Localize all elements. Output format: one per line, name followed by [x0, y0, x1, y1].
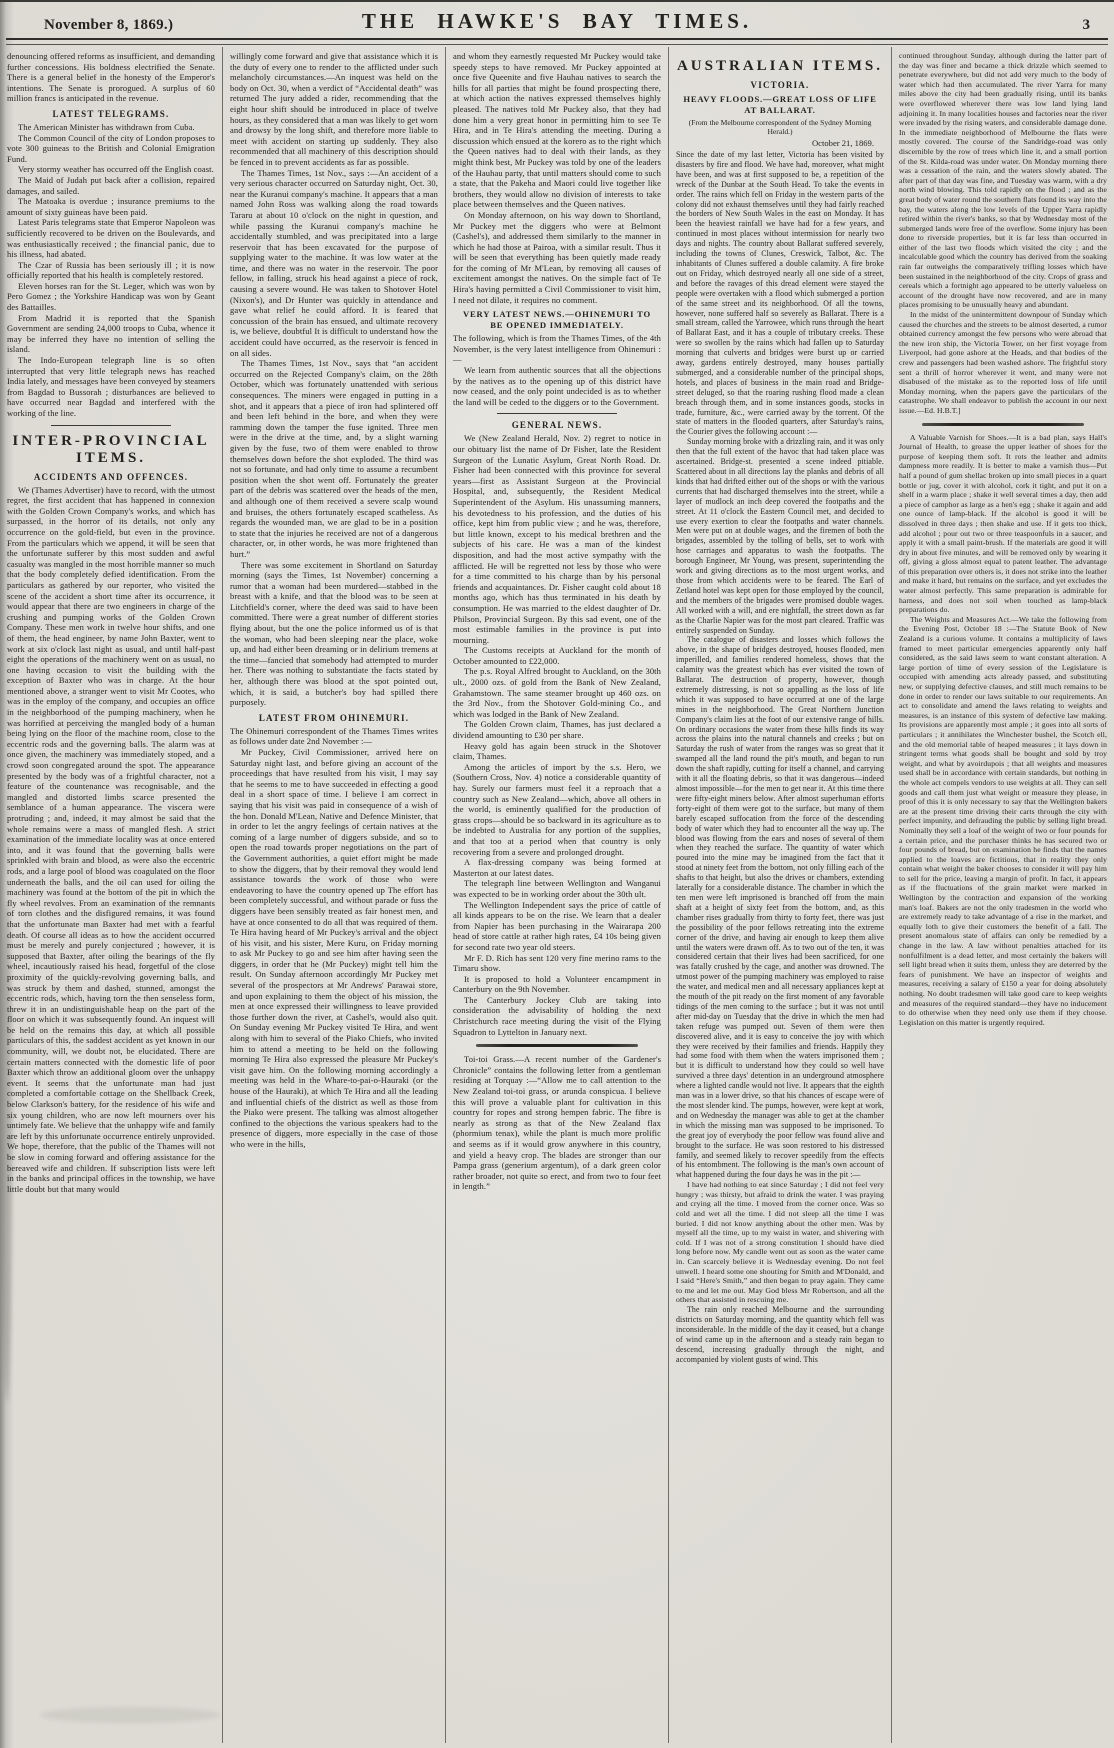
paragraph: The Common Council of the city of London proposes to vote 300 guineas to the British and Colonial Emigration Fund.	[7, 132, 215, 164]
paragraph: A flax-dressing company was being formed at Masterton at our latest dates.	[453, 857, 661, 878]
paragraph: The American Minister has withdrawn from Cuba.	[18, 121, 195, 132]
paragraph: It is proposed to hold a Volunteer encampment in Canterbury on the 9th November.	[453, 973, 661, 995]
paragraph-continued: continued throughout Sunday, although during the latter part of the day was finer and became a thick drizzle which seemed to penetrate everywhere, but did not add very much to the body of water which had then accumulated. The river Yarra for many miles above the city had been gradually rising, until its banks were overflowed wherever there was low land lying land adjoining it. In many localities houses and factories near the river were invaded by the rising waters, and considerable damage done. In the immediate neighborhood of Melbourne the flats were mostly covered. The course of the Sandridge-road was only discernible by the row of trees which line it, and a small portion of the St. Kilda-road was under water. On Monday morning there was a cessation of the rain, and the waters slowly abated. The after part of that day was fine, and Tuesday was warm, with a dry north wind blowing. This told rapidly on the flood ; and as the great body of water round the southern flats found its way into the bay, the waters along the low levels of the Upper Yarra rapidly retired within the river's banks, so that by Wednesday most of the submerged lands were free of the overflow. Some injury has been done to riverside properties, but it is far less than occurred in either of the last two floods which visited the city ; and the incalculable good which the country has derived from the soaking rain far outweighs the comparatively trifling losses which have been sustained in the neighborhood of the city. Crops of grass and cereals which a fortnight ago appeared to be utterly valueless on account of the drought have now recovered, and are in many places promising to be unusually heavy and abundant.	[899, 51, 1107, 310]
column-container	[0, 47, 1114, 1743]
issue-date: November 8, 1869.)	[44, 17, 174, 33]
paragraph: Mr F. D. Rich has sent 120 very fine merino rams to the Timaru show.	[453, 952, 661, 974]
paragraph: A Valuable Varnish for Shoes.—It is a bad plan, says Hall's Journal of Health, to grease the upper leather of shoes for the purpose of keeping them soft. It rots the leather and admits dampness more readily. It is better to make a varnish thus—Put half a pound of gum shellac broken up into small pieces in a quart bottle or jug, cover it with alcohol, cork it tight, and put it on a shelf in a warm place ; shake it well several times a day, then add a piece of camphor as large as a hen's egg ; shake it again and add one ounce of lamp-black. If the alcohol is good it will be dissolved in three days ; then shake and use. If it gets too thick, add alcohol ; pour out two or three teaspoonfuls in a saucer, and apply it with a small paint-brush. If the materials are good it will dry in about five minutes, and will be removed only by wearing it off, giving a gloss almost equal to patent leather. The advantage of this preparation over others is, it does not strike into the leather and make it hard, but remains on the surface, and yet excludes the water almost perfectly. This same preparation is admirable for harness, and does not soil when touched as lamp-black preparations do.	[899, 432, 1107, 615]
paragraph: Sunday morning broke with a drizzling rain, and it was only then that the full extent of the havoc that had taken place was ascertained. Bridge-st. presented a scene indeed pitiable. Scattered about in all directions lay the planks and debris of all kinds that had drifted either out of the shops or with the various currents that had discharged themselves into the street, while a layer of mudlock an inch deep covered the footpaths and the street. At 11 o'clock the Eastern Council met, and decided to use every exertion to clear the footpaths and water channels. Men were put on at double wages, and the firemen of both the brigades, assembled by the tolling of bells, set to work with hose carriages and apparatus to wash the footpaths. The borough Engineer, Mr Young, was present, superintending the work and giving directions as to the most urgent works, and those from which accidents were to be feared. The Earl of Zetland hotel was kept open for those employed by the council, and the members of the brigades were promised double wages. All worked with a will, and ere nightfall, the street down as far as the Charlie Napier was for the most part cleared. Traffic was entirely suspended on Sunday.	[676, 437, 884, 635]
column-1	[0, 47, 222, 1743]
paragraph: The p.s. Royal Alfred brought to Auckland, on the 30th ult., 2000 ozs. of gold from the Bank of New Zealand, Grahamstown. The same steamer brought up 460 ozs. on the 3rd Nov., from the Shotover Gold-mining Co., and which was lodged in the Bank of New Zealand.	[453, 666, 661, 719]
article-heading: ACCIDENTS AND OFFENCES.	[33, 471, 189, 482]
paragraph-continued: The Ohinemuri correspondent of the Thames Times writes as follows under date 2nd November :—	[230, 725, 438, 747]
column-5	[891, 47, 1114, 1743]
separator-rule	[51, 425, 171, 426]
section-heading: AUSTRALIAN ITEMS.	[676, 58, 884, 74]
paragraph: The Matoaka is overdue ; insurance premiums to the amount of sixty guineas have been paid.	[7, 196, 215, 217]
paragraph: Mr Puckey, Civil Commissioner, arrived here on Saturday night last, and before giving an account of the proceedings that have resulted from his visit, I may say that he seems to me to have succeeded in effecting a good deal in a short space of time. I believe I am correct in saying that his visit was paid in consequence of a wish of the hon. Donald M'Lean, Native and Defence Minister, that in order to let the angry feelings of certain natives at the coming of a large number of diggers subside, and so to open the road towards proper negotiations on the part of the Government authorities, a quiet effort might be made to show the diggers, that by their removal they would lend assistance towards the work of those who were endeavoring to have the country opened up The effort has been completely successful, and without parade or fuss the diggers have been sensibly treated as fair honest men, and have at once consented to do all that was required of them. Te Hira having heard of Mr Puckey's arrival and the object of his visit, and his sister, Mere Kuru, on Friday morning to ask Mr Puckey to go and see him after having seen the diggers, in order that he (Mr Puckey) might tell him the result. On Sunday afternoon accordingly Mr Puckey met several of the prospectors at Mr Andrews' Parawai store, and upon explaining to them the object of his mission, the men at once expressed their willingness to leave provided those further down the river, at Cashel's, would also quit. On Sunday evening Mr Puckey visited Te Hira, and went along with him to several of the Piako Chiefs, who invited him to attend a meeting to be held on the following morning Te Hira also expressed the pleasure Mr Puckey's visit gave him. On the following morning accordingly a meeting was held in the Whare-to-pai-o-Hauraki (or the house of the Hauraki), at which Te Hira and all the leading and influential chiefs of the district as well as those from the Piako were present. The talking was almost altogether confined to the objections the various speakers had to the presence of diggers, more especially in the case of those who were in the hills,	[230, 747, 438, 1149]
column-3	[445, 47, 668, 1743]
paragraph: The Golden Crown claim, Thames, has just declared a dividend amounting to £30 per share.	[453, 719, 661, 741]
paragraph: The Customs receipts at Auckland for the month of October amounted to £22,000.	[453, 645, 661, 666]
paragraph: The Czar of Russia has been seriously ill ; it is now officially reported that his health is completely restored.	[7, 259, 215, 281]
paragraph: The rain only reached Melbourne and the surrounding districts on Saturday morning, and the quantity which fell was inconsiderable. In the middle of the day it ceased, but a change of wind came up in the afternoon and a steady rain began to descend, increasing gradually through the night, and accompanied by violent gusts of wind. This	[676, 1304, 884, 1364]
column-4	[668, 47, 891, 1743]
paragraph-continued: The following, which is from the Thames Times, of the 4th November, is the very latest intelligence from Ohinemuri :—	[453, 333, 661, 365]
dateline: October 21, 1869.	[811, 138, 874, 148]
byline: (From the Melbourne correspondent of the Sydney Morning Herald.)	[688, 118, 872, 136]
paragraph-continued: Since the date of my last letter, Victoria has been visited by disasters by fire and flood. We have had, moreover, what might have been, and was at first supposed to be, a repetition of the wreck of the Dunbar at the South Head. To take the events in order. The rains which fell on Friday in the western parts of the colony did not exhaust themselves until they had fairly reached the borders of New South Wales in the east on Monday. It has been the heaviest rainfall we have had for a few years, and continued in most places without intermission for nearly two days and nights. The country about Ballarat suffered severely, including the towns of Clunes, Creswick, Talbot, &c. The inhabitants of Clunes suffered a double calamity. A fire broke out on Friday, which destroyed nearly all one side of a street, and before the ravages of this dread element were stayed the people were overtaken with a flood which submerged a portion of the same street and its neighborhood. Of all the towns, however, none suffered half so severely as Ballarat. There is a small stream, called the Yarrowee, which runs through the heart of Ballarat East, and it has a couple of tributary creeks. These were so swollen by the rains which had fallen up to Saturday morning that culverts and bridges were burst up or carried away, gardens entirely destroyed, many houses partially submerged, and a considerable number of the principal shops, hotels, and places of business in the main road and Bridge-street deluged, so that the roaring rushing flood made a clean breach through them, and in some instances goods, stocks in trade, furniture, &c., were carried away by the torrent. Of the state of matters in the flooded quarters, after Saturday's rains, the Courier gives the following account :—	[676, 150, 884, 437]
paragraph: Latest Paris telegrams state that Emperor Napoleon was sufficiently recovered to be driven on the Boulevards, and was enthusiastically received ; the financial panic, due to his illness, had abated.	[7, 217, 215, 260]
article-subheading: HEAVY FLOODS.—GREAT LOSS OF LIFE AT BALLARAT.	[683, 94, 877, 115]
paragraph: We learn from authentic sources that all the objections by the natives as to the opening up of this district have now ceased, and the only point undecided is as to whether the land will be ceded to the diggers or to the Government.	[453, 365, 661, 407]
paragraph: The Maid of Judah put back after a collision, repaired damages, and sailed.	[7, 174, 215, 196]
thick-separator-rule	[476, 1044, 638, 1047]
paragraph: We (New Zealand Herald, Nov. 2) regret to notice in our obituary list the name of Dr Fisher, late the Resident Surgeon of the Lunatic Asylum, Great North Road. Dr. Fisher had been connected with this province for several years—first as Assistant Surgeon at the Provincial Hospital, and, subsequently, the Resident Medical Superintendent of the Asylum. His unassuming manners, his devotedness to his profession, and the duties of his office, kept him from public view ; and he was, therefore, but little known, except to his medical brethren and the subjects of his care. He was a man of the kindest disposition, and had the most active sympathy with the afflicted. He will be regretted not less by those who were for a time committed to his charge than by his personal friends and acquaintances. Dr. Fisher caught cold about 18 months ago, which has thus terminated in his death by consumption. He was married to the eldest daughter of Dr. Philson, Provincial Surgeon. By this sad event, one of the most estimable families in the province is put into mourning.	[453, 433, 661, 645]
newspaper-title: THE HAWKE'S BAY TIMES.	[361, 9, 753, 33]
thick-separator-rule	[922, 423, 1084, 426]
separator-rule	[497, 413, 617, 414]
paragraph: On Monday afternoon, on his way down to Shortland, Mr Puckey met the diggers who were at Belmont (Cashel's), and addressed them similarly to the manner in which he had those at Pairoa, with a similar result. Thus it will be seen that everything has been quietly made ready for the coming of Mr M'Lean, by removing all causes of excitement amongst the natives. On the simple fact of Te Hira's having permitted a Civil Commissioner to visit him, I need not dilate, it requires no comment.	[453, 209, 661, 305]
masthead	[0, 2, 1114, 36]
paragraph: The Indo-European telegraph line is so often interrupted that very little telegraph news has reached India lately, and messages have been conveyed by steamers from Bagdad to Bussorah ; disturbances are believed to have occurred near Bagdad and interfered with the working of the line.	[7, 355, 215, 418]
paragraph: Among the articles of import by the s.s. Hero, we (Southern Cross, Nov. 4) notice a considerable quantity of hay. Surely our farmers must feel it a reproach that a country such as New Zealand—which, above all others in the world, is eminently qualified for the production of grass crops—should be so backward in its agriculture as to be indebted to Australia for any portion of the supplies, and that too at a period when that country is only recovering from a severe and prolonged drought.	[453, 761, 661, 857]
article-heading: LATEST FROM OHINEMURI.	[258, 712, 410, 723]
paragraph: Eleven horses ran for the St. Leger, which was won by Pero Gomez ; the Yorkshire Handicap was won by Geant des Battailles.	[7, 280, 215, 313]
paragraph: The Canterbury Jockey Club are taking into consideration the advisability of holding the next Christchurch race meeting during the visit of the Flying Squadron to Lyttelton in January next.	[453, 994, 661, 1037]
paragraph-continued: and whom they earnestly requested Mr Puckey would take speedy steps to have removed. Mr Puckey appointed at once five Queenite and five Hauhau natives to search the hills for all parties that might be found prospecting there, at which action the natives expressed themselves highly pleased. The natives told Mr Puckey also, that they had done him a very great honor in permitting him to see Te Hira, and in Te Hira's attending the meeting. During a discussion which ensued at the korero as to the right which the Queen natives had to deal with their lands, as they might think best, Mr Puckey was told by one of the leaders of the Hauhau party, that until matters should come to such a state, that the Pakeha and Maori could live together like brothers, they would allow no division of interests to take place between themselves and the Queen natives.	[453, 51, 661, 210]
article-heading: VICTORIA.	[750, 80, 810, 90]
paragraph: From Madrid it is reported that the Spanish Government are sending 24,000 troops to Cuba, whence it may be inferred they have no intention of selling the island.	[7, 312, 215, 355]
paragraph: Heavy gold has again been struck in the Shotover claim, Thames.	[453, 740, 661, 762]
quoted-statement: I have had nothing to eat since Saturday ; I did not feel very hungry ; was thirsty, but afraid to drink the water. I was praying and crying all the time. I moved from the corner once. Was so cold and wet all the time. I did not sleep all the time I was buried. I did not know anything about the other men. Was by myself all the time, up to my waist in water, and shivering with cold. If I was not of a strong constitution I should have died long before now. My candle went out as soon as the water came in. Can scarcely believe it is Wednesday evening. Do not feel unwell. I heard some one shouting for Smith and M'Donald, and I said “Here's Smith,” and then began to pray again. They came to me and let me out. May God bless Mr Robertson, and all the others that assisted in rescuing me.	[676, 1180, 884, 1305]
paragraph: The Wellington Independent says the price of cattle of all kinds appears to be on the rise. We learn that a dealer from Napier has been purchasing in the Wairarapa 200 head of store cattle at rather high rates, £4 10s being given for second rate two year old steers.	[453, 899, 661, 952]
paragraph-continued: denouncing offered reforms as insufficient, and demanding further concessions. His boldness electrified the Senate. There is a general belief in the honesty of the Emperor's intentions. The Senate is prorogued. A surplus of 60 million francs is anticipated in the revenue.	[7, 51, 215, 104]
article-heading: LATEST TELEGRAMS.	[52, 108, 170, 119]
article-heading: GENERAL NEWS.	[511, 420, 603, 431]
paragraph: The catalogue of disasters and losses which follows the above, in the shape of bridges destroyed, houses flooded, men imperilled, and families rendered homeless, shows that the calamity was the greatest which has ever visited the town of Ballarat. The destruction of property, however, though extremely distressing, is not so appalling as the loss of life which it was supposed to have occurred at one of the large mines in the neighborhood. The Great Northern Junction Company's claim lies at the foot of our extensive range of hills. On ordinary occasions the water from these hills finds its way across the plains into the natural channels and creeks ; but on Saturday the rush of water from the ranges was so great that it swamped all the land round the pit's mouth, and began to run down the shaft rapidly, cutting for itself a channel, and carrying with it all the floating debris, so that it was dangerous—indeed almost impossible—for the men to get near it. At this time there were fifty-eight miners below. After almost superhuman efforts forty-eight of them were got to the surface, but many of them barely escaped suffocation from the force of the descending body of water which they had to encounter all the way up. The blood was flowing from the ears and noses of several of them when they reached the surface. The quantity of water which poured into the mine may be imagined from the fact that it stood at ninety feet from the bottom, not only filling each of the shafts to that height, but also the drives or chambers, extending laterally for a considerable distance. The chamber in which the ten men were left imprisoned is branched off from the main shaft at a height of sixty feet from the bottom, and, as this chamber rises gradually from thirty to forty feet, there was just the possibility of the poor fellows retreating into the extreme corner of the drive, and having air enough to keep them alive until the waters were drawn off. As to two out of the ten, it was considered certain that their lives had been sacrificed, for one was fatally crushed by the cage, and another was drowned. The utmost power of the pumping machinery was employed to raise the water, and medical men and all necessary appliances kept at the mouth of the pit ready on the first moment of any favorable tidings of the men coming to the surface ; but it was not until after mid-day on Tuesday that the drive in which the men had taken refuge was pumped out. Seven of them were then discovered alive, and it is easy to conceive the joy with which they were received by their families and friends. Happily they had some food with them when the waters imprisoned them ; but it is difficult to understand how they could so well have survived a three days' detention in an underground atmosphere where a lighted candle would not live. It appears that the eighth man was in a lower drive, so that his chances of escape were of the most slender kind. The pumps, however, were kept at work, and on Wednesday the manager was able to get at the chamber in which the missing man was supposed to be imprisoned. To the great joy of everybody the poor fellow was found alive and brought to the surface. He was soon restored to his distressed family, and seemed likely to recover speedily from the effects of his entombment. The following is the man's own account of what happened during the four days he was in the pit :—	[676, 635, 885, 1180]
paragraph: Very stormy weather has occurred off the English coast.	[18, 164, 214, 175]
paragraph: In the midst of the unintermittent downpour of Sunday which caused the churches and the streets to be almost deserted, a rumor obtained currency amongst the few persons who were abroad that the new iron ship, the Victoria Tower, on her first voyage from Liverpool, had gone ashore at the Heads, and that bodies of the crew and passengers had been washed ashore. The frightful story sent a thrill of horror wherever it went, and many were not disabused of the mistake as to the reported loss of life until Monday morning, when the papers gave the particulars of the catastrophe. We shall endeavor to publish the account in our next issue.—Ed. H.B.T.]	[899, 310, 1107, 415]
paragraph-continued: willingly come forward and give that assistance which it is the duty of every one to render to the afflicted under such melancholy circumstances.—An inquest was held on the body on Oct. 30, when a verdict of “Accidental death” was returned The jury added a rider, recommending that the eight hour shift should be introduced in place of twelve hours, as they considered that a man was likely to get worn and drowsy by the long shift, and therefore more liable to meet with accident on starting up suddenly. They also recommended that all machinery of this description should be fenced in to prevent accidents as far as possible.	[230, 51, 438, 167]
paragraph: There was some excitement in Shortland on Saturday morning (says the Times, 1st November) concerning a rumor that a woman had been murdered—stabbed in the breast with a knife, and that the blood was to be seen at Litchfield's corner, where the deed was said to have been committed. There were a great number of different stories flying about, but the one the police informed us of is that the woman, who had been sleeping near the place, woke up, and had either been dreaming or in delirium tremens at the time—fancied that somebody had attempted to murder her. There was nothing to substantiate the facts stated by her, although there was blood at the spot pointed out, which, it is said, a butcher's boy had spilled there purposely.	[230, 559, 438, 708]
paragraph: The Thames Times, 1st Nov., says :—An accident of a very serious character occurred on Saturday night, Oct. 30, near the Kuranui company's machine. It appears that a man named John Ross was walking along the road towards Tararu at about 10 o'clock on the night in question, and while passing the Kuranui company's machine he accidentally stumbled, and was precipitated into a large reservoir that has been excavated for the purpose of supplying water to the machine. It was low water at the time, and there was no water in the reservoir. The poor fellow, in falling, struck his head against a piece of rock, causing a severe wound. He was taken to Shotover Hotel (Nixon's), and Dr Hunter was quickly in attendance and gave what relief he could afford. It is feared that concussion of the brain has ensued, and ultimate recovery is, we believe, doubtful It is difficult to understand how the accident could have occurred, as the reservoir is fenced in on all sides.	[230, 167, 438, 358]
paragraph: We (Thames Advertiser) have to record, with the utmost regret, the first accident that has happened in connexion with the Golden Crown Company's works, and which has surpassed, in the horror of its details, not only any occurrence on the gold-field, but even in the province. From the particulars which we append, it will be seen that the unfortunate sufferer by this most sudden and awful casualty was mangled in the most horrible manner so much that the body completely defied identification. From the particulars as gathered by our reporter, who visited the scene of the accident a short time after its occurrence, it would appear that there are two engineers in charge of the crushing and pumping works of the Golden Crown Company. These men work in twelve hour shifts, and one of them, the head engineer, by name John Baxter, went to work at six o'clock last night as usual, and until half-past eight the operations of the machinery went on as usual, no one having occasion to visit the building with the exception of Baxter who was in charge. At the hour mentioned above, a stranger went to visit Mr Cootes, who was in the employ of the company, and occupies an office in the neighborhood of the pumping machinery, when he was horrified at perceiving the mangled body of a human being lying on the floor of the machine room, close to the eccentric rods and the governing balls. The alarm was at once given, the machinery was immediately stoped, and a crowd soon congregated around the spot. The appearance presented by the body was of a frightful character, not a feature of the countenance was recognisable, and the mangled and distorted limbs scarce presented the semblance of a human appearance. The viscera were protruding ; and, indeed, it may almost be said that the whole remains were a mass of mangled flesh. A strict examination of the immediate locality was at once entered into, and it was found that the governing balls were sprinkled with brain and blood, as were also the eccentric rods, and a large pool of blood was coagulated on the floor underneath the balls, and the oil can used for oiling the machinery was found at the bottom of the pit in which the fly wheel revolves. From an examination of the remnants of torn clothes and the disfigured remains, it was found that the unfortunate man Baxter had met with a fearful death. Of course all ideas as to how the accident occurred must be merely and purely conjectured ; however, it is supposed that Baxter, after oiling the bearings of the fly wheel, incautiously raised his head, forgetful of the close proximity of the quickly-revolving governing balls, and was struck by them and dashed, stunned, amongst the eccentric rods, which, having torn the then senseless form, threw it in an undistinguishable heap on the part of the floor on which it was subsequently found. An inquest will be held on the remains this day, at which all possible particulars of this, the saddest accident as yet known in our community, will, we doubt not, be elucidated. There are certain matters connected with the domestic life of poor Baxter which throw an additional gloom over the unhappy event. It seems that the unfortunate man had just completed a comfortable cottage on the Shellback Creek, below Clarkson's battery, for the residence of his wife and six young children, who are now left mourners over his untimely fate. We believe that the unhappy wife and family are left by this unfortunate occurrence entirely unprovided. We hope, therefore, that the public of the Thames will not be slow in coming forward and offering assistance for the bereaved wife and children. If subscription lists were left in the banks and principal offices in the township, we have little doubt but that many would	[7, 484, 215, 1194]
page-number: 3	[1082, 17, 1090, 33]
masthead-rule	[6, 38, 1108, 45]
paragraph: The Weights and Measures Act.—We take the following from the Evening Post, October 18 :—The Statute Book of New Zealand is a curious volume. It contains a multiplicity of laws framed to meet particular emergencies apparently only half considered, as the said laws seem to want constant alteration. A large portion of time of every session of the Legislature is occupied with amending acts already passed, and substituting new, or supplying defective clauses, and still much remains to be done in order to render our laws suitable to our requirements. An act to consolidate and amend the laws relating to weights and measures, is an instance of this system of defective law making. Its provisions are apparently most ample ; it goes into all sorts of particulars ; it annihilates the Winchester bushel, the Scotch ell, and the old memorial table of heaped measures ; it lays down in stringent terms what goods shall be bought and sold by troy weight, and what by avoirdupois ; that all weights and measures used shall be in accordance with certain standards, but nothing in the whole act compels vendors to use weights at all. They can sell goods and call them just what weight or measure they please, in proof of this it is only necessary to say that the Wellington bakers are at the present time driving their carts through the city with perfect impunity, and defrauding the public by selling light bread. Nominally they sell a loaf of the weight of two or four pounds for a certain price, and the purchaser thinks he has secured two or four pounds of bread, but on examination he finds that the names applied to the loaves are fictitious, that in reality they only contain what weight the baker chooses to consider it will pay him to sell for the price, leaving a margin of profit. In fact, it appears as if the fluctuations of the grain market were marked in Wellington by the contraction and expansion of the working man's loaf. Bakers are not the only tradesmen in the world who are extremely ready to take advantage of a rise in the market, and equally loth to give their customers the benefit of a fall. The present anomalous state of affairs can only be remedied by a change in the law. A law without penalties attached for its nonfulfilment is a dead letter, and most certainly the bakers will sell light bread when it suits them, unless they are deterred by the fears of punishment. We have an inspector of weights and measures, receiving a salary of £150 a year for doing absolutely nothing. No doubt tradesmen will take good care to keep weights and measures of the required standard—they have no inducement to do otherwise when they need only use them if they choose. Legislation on this matter is urgently required.	[899, 614, 1107, 1027]
paragraph: Toi-toi Grass.—A recent number of the Gardener's Chronicle” contains the following letter from a gentleman residing at Torquay :—“Allow me to call attention to the New Zealand toi-toi grass, or arunda conspicua. I believe this will prove a valuable plant for cultivation in this country for ropes and strong hempen fabric. The fibre is nearly as strong as that of the New Zealand flax (phormium tenax), while the plant is much more prolific and seems as if it would grow anywhere in this country, and yield a heavy crop. The blades are stronger than our Pampa grass (generium argentum), of a dark green color rather broader, not quite so erect, and from two to four feet in length.”	[453, 1054, 661, 1192]
column-2	[222, 47, 445, 1743]
section-heading: INTER-PROVINCIAL ITEMS.	[12, 432, 210, 466]
paragraph: The telegraph line between Wellington and Wanganui was expected to be in working order about the 30th ult.	[453, 878, 661, 899]
paragraph: The Thames Times, 1st Nov., says that “an accident occurred on the Rejected Company's claim, on the 28th October, which was fortunately unattended with serious consequences. The miners were engaged in putting in a shot, and it appears that a piece of iron had splintered off and been left behind in the bore, and when they were ramming down the tamper the fuse ignited. Three men were in the drive at the time, and, by a slight warning given by the fuse, two of them were enabled to throw themselves down before the shot exploded. The third was not so fortunate, and had only time to assume a recumbent position when the shot went off. Fortunately the greater part of the debris was scattered over the heads of the men, and although one of them received a severe scalp wound and bruises, the others fortunately escaped scatheless. As regards the wounded man, we are glad to be in a position to state that the injuries he received are not of a dangerous character, or, in other words, he was more frightened than hurt.”	[230, 358, 438, 559]
article-subheading: VERY LATEST NEWS.—OHINEMURI TO BE OPENED IMMEDIATELY.	[463, 309, 651, 331]
